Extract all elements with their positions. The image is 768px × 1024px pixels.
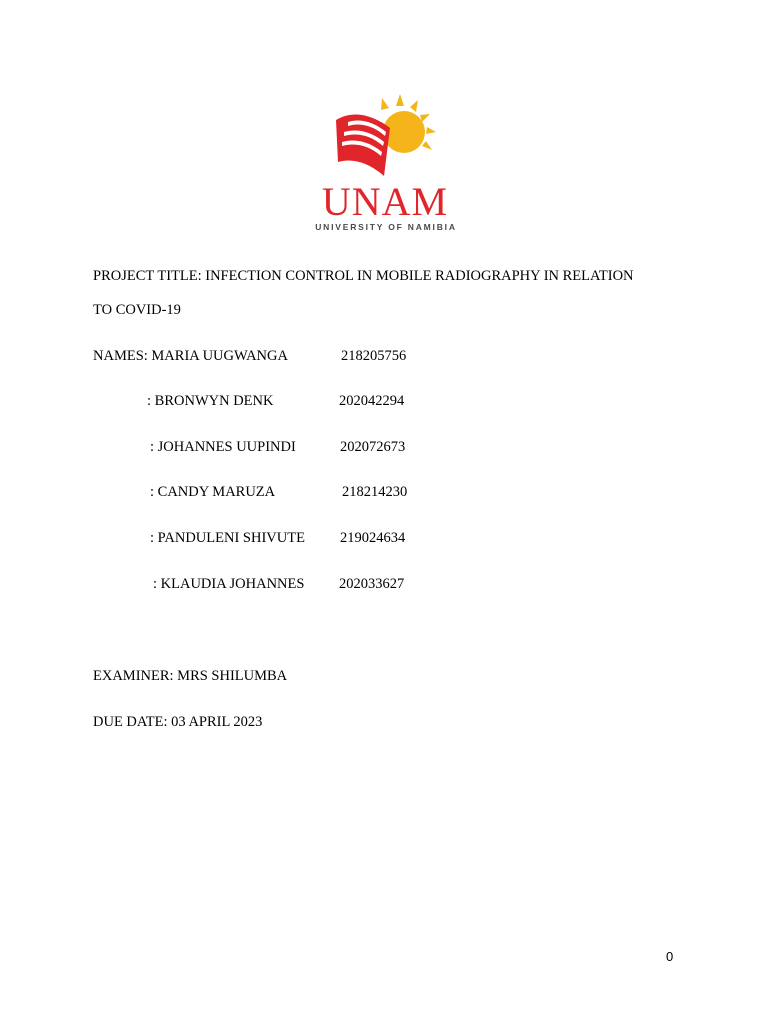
due-date: DUE DATE: 03 APRIL 2023 bbox=[93, 714, 263, 730]
project-title-line-2: TO COVID-19 bbox=[93, 302, 181, 318]
names-label: NAMES: MARIA UUGWANGA bbox=[93, 348, 288, 364]
student-number: 202033627 bbox=[339, 576, 405, 592]
student-number: 202042294 bbox=[339, 393, 405, 409]
project-title-line-1: PROJECT TITLE: INFECTION CONTROL IN MOBILE RADIOGRAPHY IN RELATION bbox=[93, 268, 634, 284]
student-number: 218205756 bbox=[341, 348, 407, 364]
page-number: 0 bbox=[666, 949, 674, 964]
member-name: : JOHANNES UUPINDI bbox=[150, 439, 296, 455]
unam-logo bbox=[300, 92, 470, 237]
student-number: 219024634 bbox=[340, 530, 406, 546]
logo-subtitle: UNIVERSITY OF NAMIBIA bbox=[315, 222, 457, 232]
student-number: 218214230 bbox=[342, 484, 408, 500]
member-name: : KLAUDIA JOHANNES bbox=[153, 576, 305, 592]
logo-wordmark: UNAM bbox=[321, 179, 449, 224]
member-name: : PANDULENI SHIVUTE bbox=[150, 530, 305, 546]
member-name: : CANDY MARUZA bbox=[150, 484, 276, 500]
member-name: : BRONWYN DENK bbox=[147, 393, 274, 409]
examiner: EXAMINER: MRS SHILUMBA bbox=[93, 668, 288, 684]
student-number: 202072673 bbox=[340, 439, 406, 455]
